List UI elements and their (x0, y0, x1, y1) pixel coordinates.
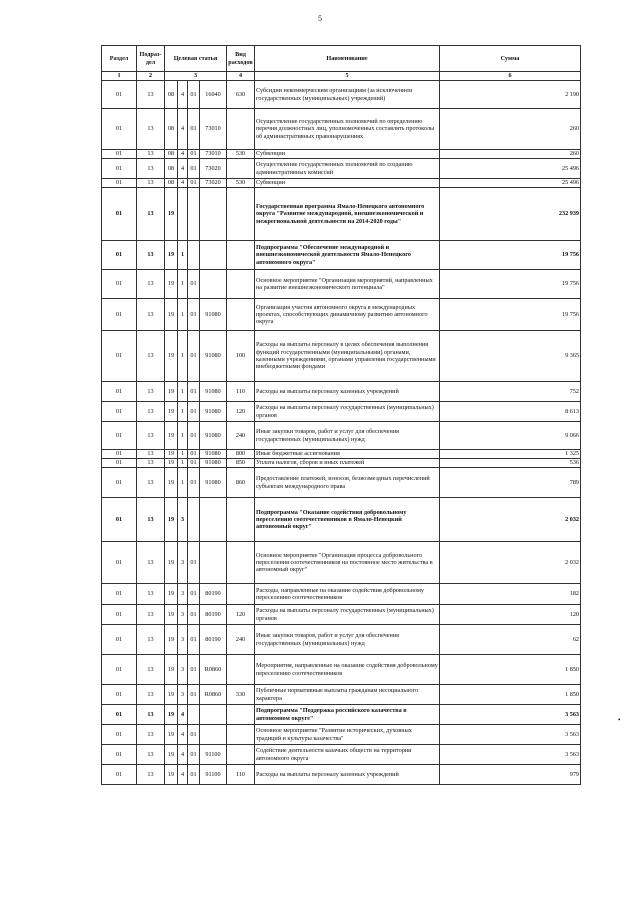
cell-vid-raskhodov: 240 (227, 625, 255, 655)
cell-naimenovanie: Расходы на выплаты персоналу казенных учреждений (255, 382, 440, 402)
cell-subprogram: 4 (178, 765, 188, 785)
table-row (102, 241, 581, 270)
cell-podrazdel: 13 (137, 625, 165, 655)
cell-measure: 01 (188, 625, 200, 655)
table-row (102, 468, 581, 498)
cell-subprogram: 3 (178, 605, 188, 625)
cell-subprogram: 4 (178, 745, 188, 765)
cell-summa: 25 496 (440, 179, 581, 188)
cell-summa: 9 066 (440, 422, 581, 450)
table-row (102, 542, 581, 584)
cell-measure: 01 (188, 270, 200, 299)
cell-razdel: 01 (102, 468, 137, 498)
cell-program: 19 (165, 241, 178, 270)
cell-vid-raskhodov (227, 655, 255, 685)
cell-summa: 2 032 (440, 498, 581, 542)
cell-program: 19 (165, 188, 178, 241)
cell-subprogram: 1 (178, 331, 188, 382)
table-row (102, 179, 581, 188)
cell-direction: 80190 (200, 605, 227, 625)
cell-measure: 01 (188, 655, 200, 685)
cell-podrazdel: 13 (137, 685, 165, 705)
cell-razdel: 01 (102, 188, 137, 241)
cell-measure: 01 (188, 81, 200, 109)
cell-subprogram: 4 (178, 725, 188, 745)
cell-summa: 752 (440, 382, 581, 402)
cell-subprogram: 1 (178, 241, 188, 270)
cell-podrazdel: 13 (137, 655, 165, 685)
table-body (102, 81, 581, 785)
cell-program: 08 (165, 109, 178, 150)
cell-naimenovanie: Государственная программа Ямало-Ненецкого автономного округа "Развитие международной, внешнеэкономической и межрегиональной деятельности на 2014-2020 годы" (255, 188, 440, 241)
cell-vid-raskhodov: 100 (227, 331, 255, 382)
index-cell: 3 (165, 72, 227, 81)
cell-subprogram: 3 (178, 584, 188, 605)
header-row (102, 46, 581, 72)
cell-razdel: 01 (102, 459, 137, 468)
index-cell: 6 (440, 72, 581, 81)
table-row (102, 685, 581, 705)
index-cell: 2 (137, 72, 165, 81)
cell-vid-raskhodov: 530 (227, 179, 255, 188)
cell-summa: 3 563 (440, 745, 581, 765)
table-row (102, 159, 581, 179)
cell-naimenovanie: Субсидии некоммерческим организациям (за исключением государственных (муниципальных) учреждений) (255, 81, 440, 109)
cell-vid-raskhodov: 110 (227, 765, 255, 785)
cell-direction: 73020 (200, 159, 227, 179)
cell-program: 19 (165, 765, 178, 785)
cell-podrazdel: 13 (137, 159, 165, 179)
cell-measure (188, 498, 200, 542)
cell-summa: 25 496 (440, 159, 581, 179)
cell-podrazdel: 13 (137, 450, 165, 459)
cell-podrazdel: 13 (137, 188, 165, 241)
cell-program: 19 (165, 584, 178, 605)
cell-razdel: 01 (102, 450, 137, 459)
cell-measure: 01 (188, 179, 200, 188)
cell-subprogram (178, 188, 188, 241)
table-row (102, 584, 581, 605)
header-naimenovanie: Наименование (255, 46, 440, 72)
cell-program: 19 (165, 468, 178, 498)
cell-summa: 1 850 (440, 685, 581, 705)
cell-subprogram: 4 (178, 705, 188, 725)
cell-vid-raskhodov (227, 745, 255, 765)
cell-program: 19 (165, 459, 178, 468)
cell-direction (200, 241, 227, 270)
cell-vid-raskhodov (227, 498, 255, 542)
cell-direction: 91080 (200, 450, 227, 459)
cell-razdel: 01 (102, 159, 137, 179)
cell-razdel: 01 (102, 584, 137, 605)
cell-measure: 01 (188, 450, 200, 459)
cell-subprogram: 4 (178, 159, 188, 179)
cell-direction: 73010 (200, 150, 227, 159)
budget-table (101, 45, 581, 785)
cell-naimenovanie: Содействие деятельности казачьих обществ на территории автономного округа (255, 745, 440, 765)
cell-program: 19 (165, 542, 178, 584)
header-summa: Сумма (440, 46, 581, 72)
cell-direction: R0860 (200, 655, 227, 685)
cell-subprogram: 3 (178, 655, 188, 685)
cell-razdel: 01 (102, 422, 137, 450)
cell-podrazdel: 13 (137, 745, 165, 765)
cell-naimenovanie: Субвенции (255, 179, 440, 188)
cell-naimenovanie: Предоставление платежей, взносов, безвозмездных перечислений субъектам международного права (255, 468, 440, 498)
cell-vid-raskhodov: 800 (227, 450, 255, 459)
cell-vid-raskhodov: 120 (227, 605, 255, 625)
table-row (102, 725, 581, 745)
table-row (102, 331, 581, 382)
cell-program: 19 (165, 422, 178, 450)
cell-razdel: 01 (102, 705, 137, 725)
page-number: 5 (318, 14, 322, 23)
cell-summa: 182 (440, 584, 581, 605)
cell-summa: 2 032 (440, 542, 581, 584)
cell-subprogram: 3 (178, 685, 188, 705)
index-cell: 5 (255, 72, 440, 81)
cell-measure: 01 (188, 745, 200, 765)
cell-vid-raskhodov: 630 (227, 81, 255, 109)
cell-razdel: 01 (102, 655, 137, 685)
table-row (102, 655, 581, 685)
cell-program: 19 (165, 498, 178, 542)
cell-razdel: 01 (102, 382, 137, 402)
cell-razdel: 01 (102, 179, 137, 188)
cell-naimenovanie: Иные закупки товаров, работ и услуг для обеспечения государственных (муниципальных) нужд (255, 422, 440, 450)
cell-podrazdel: 13 (137, 81, 165, 109)
table-row (102, 498, 581, 542)
cell-summa: 9 365 (440, 331, 581, 382)
cell-naimenovanie: Расходы на выплаты персоналу в целях обеспечения выполнения функций государственными (муниципальными) органами, казенными учреждениями, органами управления государственными внебюджетными фондами (255, 331, 440, 382)
cell-program: 08 (165, 150, 178, 159)
cell-naimenovanie: Расходы на выплаты персоналу казенных учреждений (255, 765, 440, 785)
cell-podrazdel: 13 (137, 705, 165, 725)
table-row (102, 150, 581, 159)
cell-direction: 80190 (200, 584, 227, 605)
cell-program: 08 (165, 179, 178, 188)
cell-direction: 91080 (200, 402, 227, 422)
cell-razdel: 01 (102, 498, 137, 542)
cell-direction: R0860 (200, 685, 227, 705)
cell-direction: 91080 (200, 459, 227, 468)
cell-naimenovanie: Уплата налогов, сборов и иных платежей (255, 459, 440, 468)
cell-program: 08 (165, 81, 178, 109)
cell-naimenovanie: Мероприятия, направленные на оказание содействия добровольному переселению соотечественников (255, 655, 440, 685)
cell-measure: 01 (188, 584, 200, 605)
cell-subprogram: 4 (178, 109, 188, 150)
table-row (102, 625, 581, 655)
cell-direction (200, 725, 227, 745)
cell-direction (200, 498, 227, 542)
cell-naimenovanie: Иные бюджетные ассигнования (255, 450, 440, 459)
header-vid-raskhodov: Вид расходов (227, 46, 255, 72)
cell-direction: 73010 (200, 109, 227, 150)
cell-summa: 1 850 (440, 655, 581, 685)
cell-vid-raskhodov: 120 (227, 402, 255, 422)
cell-podrazdel: 13 (137, 241, 165, 270)
cell-vid-raskhodov (227, 188, 255, 241)
cell-podrazdel: 13 (137, 382, 165, 402)
cell-naimenovanie: Субвенции (255, 150, 440, 159)
cell-razdel: 01 (102, 109, 137, 150)
cell-podrazdel: 13 (137, 468, 165, 498)
cell-direction (200, 188, 227, 241)
cell-subprogram: 4 (178, 179, 188, 188)
cell-subprogram: 1 (178, 450, 188, 459)
cell-direction (200, 542, 227, 584)
cell-naimenovanie: Организация участия автономного округа в международных проектах, способствующих динамичному развитию автономного округа (255, 299, 440, 331)
cell-naimenovanie: Публичные нормативные выплаты гражданам несоциального характера (255, 685, 440, 705)
cell-summa: 19 756 (440, 299, 581, 331)
cell-measure (188, 705, 200, 725)
cell-razdel: 01 (102, 725, 137, 745)
cell-direction: 91080 (200, 331, 227, 382)
cell-podrazdel: 13 (137, 584, 165, 605)
cell-vid-raskhodov (227, 241, 255, 270)
cell-vid-raskhodov (227, 159, 255, 179)
cell-program: 19 (165, 605, 178, 625)
header-celevaya-statya: Целевая статья (165, 46, 227, 72)
cell-vid-raskhodov: 110 (227, 382, 255, 402)
cell-razdel: 01 (102, 685, 137, 705)
cell-direction (200, 705, 227, 725)
cell-measure: 01 (188, 331, 200, 382)
cell-vid-raskhodov: 330 (227, 685, 255, 705)
cell-program: 19 (165, 402, 178, 422)
cell-vid-raskhodov: 850 (227, 459, 255, 468)
cell-vid-raskhodov: 240 (227, 422, 255, 450)
cell-podrazdel: 13 (137, 299, 165, 331)
cell-subprogram: 4 (178, 150, 188, 159)
cell-program: 08 (165, 159, 178, 179)
cell-naimenovanie: Основное мероприятие "Развитие исторических, духовных традиций и культуры казачества" (255, 725, 440, 745)
cell-direction: 73020 (200, 179, 227, 188)
cell-program: 19 (165, 382, 178, 402)
cell-podrazdel: 13 (137, 270, 165, 299)
cell-subprogram: 1 (178, 468, 188, 498)
cell-measure: 01 (188, 402, 200, 422)
cell-subprogram: 1 (178, 270, 188, 299)
cell-naimenovanie: Подпрограмма "Оказание содействия добровольному переселению соотечественников в Ямало-Ненецкий автономный округ" (255, 498, 440, 542)
cell-podrazdel: 13 (137, 725, 165, 745)
cell-subprogram: 1 (178, 459, 188, 468)
cell-measure: 01 (188, 299, 200, 331)
cell-subprogram: 1 (178, 299, 188, 331)
cell-program: 19 (165, 655, 178, 685)
cell-razdel: 01 (102, 765, 137, 785)
cell-razdel: 01 (102, 241, 137, 270)
cell-subprogram: 1 (178, 382, 188, 402)
cell-program: 19 (165, 625, 178, 655)
cell-summa: 120 (440, 605, 581, 625)
cell-razdel: 01 (102, 625, 137, 655)
cell-podrazdel: 13 (137, 331, 165, 382)
cell-naimenovanie: Расходы, направленные на оказание содействия добровольному переселению соотечественников (255, 584, 440, 605)
cell-direction: 16040 (200, 81, 227, 109)
cell-podrazdel: 13 (137, 765, 165, 785)
cell-summa: 979 (440, 765, 581, 785)
cell-direction (200, 270, 227, 299)
table-row (102, 459, 581, 468)
cell-direction: 91080 (200, 422, 227, 450)
cell-naimenovanie: Осуществление государственных полномочий по определению перечня должностных лиц, уполномоченных составлять протоколы об административных правонарушениях (255, 109, 440, 150)
cell-summa: 260 (440, 150, 581, 159)
table-row (102, 270, 581, 299)
cell-razdel: 01 (102, 745, 137, 765)
table-row (102, 81, 581, 109)
cell-razdel: 01 (102, 605, 137, 625)
table-row (102, 382, 581, 402)
cell-measure: 01 (188, 605, 200, 625)
cell-podrazdel: 13 (137, 402, 165, 422)
cell-podrazdel: 13 (137, 109, 165, 150)
cell-summa: 2 190 (440, 81, 581, 109)
cell-razdel: 01 (102, 81, 137, 109)
cell-vid-raskhodov (227, 705, 255, 725)
cell-subprogram: 3 (178, 625, 188, 655)
table-row (102, 402, 581, 422)
cell-direction: 91080 (200, 299, 227, 331)
cell-direction: 91080 (200, 468, 227, 498)
cell-naimenovanie: Расходы на выплаты персоналу государственных (муниципальных) органов (255, 402, 440, 422)
cell-summa: 232 939 (440, 188, 581, 241)
header-razdel: Раздел (102, 46, 137, 72)
cell-summa: 260 (440, 109, 581, 150)
cell-subprogram: 1 (178, 402, 188, 422)
cell-program: 19 (165, 450, 178, 459)
cell-measure: 01 (188, 459, 200, 468)
cell-podrazdel: 13 (137, 179, 165, 188)
cell-podrazdel: 13 (137, 422, 165, 450)
cell-vid-raskhodov (227, 299, 255, 331)
cell-summa: 19 756 (440, 270, 581, 299)
cell-vid-raskhodov: 860 (227, 468, 255, 498)
cell-summa: 62 (440, 625, 581, 655)
cell-program: 19 (165, 331, 178, 382)
cell-subprogram: 1 (178, 422, 188, 450)
table-row (102, 450, 581, 459)
table-row (102, 765, 581, 785)
cell-naimenovanie: Осуществление государственных полномочий по созданию административных комиссий (255, 159, 440, 179)
cell-measure: 01 (188, 542, 200, 584)
cell-podrazdel: 13 (137, 498, 165, 542)
cell-program: 19 (165, 705, 178, 725)
cell-razdel: 01 (102, 270, 137, 299)
cell-measure: 01 (188, 725, 200, 745)
cell-program: 19 (165, 299, 178, 331)
cell-measure: 01 (188, 685, 200, 705)
cell-vid-raskhodov (227, 270, 255, 299)
cell-summa: 1 325 (440, 450, 581, 459)
cell-direction: 91100 (200, 745, 227, 765)
index-cell: 4 (227, 72, 255, 81)
cell-naimenovanie: Основное мероприятие "Организация мероприятий, направленных на развитие внешнеэкономического потенциала" (255, 270, 440, 299)
cell-naimenovanie: Основное мероприятие "Организация процесса добровольного переселения соотечественников на постоянное место жительства в автономный округ" (255, 542, 440, 584)
cell-measure: 01 (188, 109, 200, 150)
cell-measure: 01 (188, 468, 200, 498)
cell-direction: 91100 (200, 765, 227, 785)
cell-measure (188, 188, 200, 241)
cell-measure (188, 241, 200, 270)
cell-razdel: 01 (102, 402, 137, 422)
cell-measure: 01 (188, 150, 200, 159)
cell-program: 19 (165, 745, 178, 765)
cell-razdel: 01 (102, 150, 137, 159)
cell-summa: 19 756 (440, 241, 581, 270)
cell-program: 19 (165, 725, 178, 745)
cell-naimenovanie: Иные закупки товаров, работ и услуг для обеспечения государственных (муниципальных) нужд (255, 625, 440, 655)
side-mark: • (618, 716, 621, 724)
cell-direction: 80190 (200, 625, 227, 655)
cell-summa: 3 563 (440, 705, 581, 725)
cell-naimenovanie: Расходы на выплаты персоналу государственных (муниципальных) органов (255, 605, 440, 625)
cell-razdel: 01 (102, 542, 137, 584)
cell-subprogram: 4 (178, 81, 188, 109)
cell-summa: 3 563 (440, 725, 581, 745)
cell-measure: 01 (188, 765, 200, 785)
cell-summa: 789 (440, 468, 581, 498)
cell-podrazdel: 13 (137, 459, 165, 468)
cell-measure: 01 (188, 422, 200, 450)
cell-naimenovanie: Подпрограмма "Обеспечение международной и внешнеэкономической деятельности Ямало-Ненецкого автономного округа" (255, 241, 440, 270)
cell-naimenovanie: Подпрограмма "Поддержка российского казачества в автономном округе" (255, 705, 440, 725)
cell-vid-raskhodov (227, 725, 255, 745)
cell-subprogram: 3 (178, 542, 188, 584)
cell-podrazdel: 13 (137, 542, 165, 584)
cell-razdel: 01 (102, 331, 137, 382)
cell-program: 19 (165, 685, 178, 705)
cell-subprogram: 3 (178, 498, 188, 542)
cell-vid-raskhodov (227, 542, 255, 584)
cell-measure: 01 (188, 382, 200, 402)
table-row (102, 605, 581, 625)
table-row (102, 705, 581, 725)
table-row (102, 745, 581, 765)
table-row (102, 109, 581, 150)
cell-summa: 8 613 (440, 402, 581, 422)
cell-vid-raskhodov (227, 109, 255, 150)
cell-direction: 91080 (200, 382, 227, 402)
cell-podrazdel: 13 (137, 150, 165, 159)
cell-vid-raskhodov: 530 (227, 150, 255, 159)
index-row (102, 72, 581, 81)
cell-summa: 536 (440, 459, 581, 468)
index-cell: 1 (102, 72, 137, 81)
cell-vid-raskhodov (227, 584, 255, 605)
cell-measure: 01 (188, 159, 200, 179)
cell-program: 19 (165, 270, 178, 299)
table-row (102, 299, 581, 331)
cell-podrazdel: 13 (137, 605, 165, 625)
header-podrazdel: Подраз-дел (137, 46, 165, 72)
table-row (102, 188, 581, 241)
cell-razdel: 01 (102, 299, 137, 331)
table-row (102, 422, 581, 450)
